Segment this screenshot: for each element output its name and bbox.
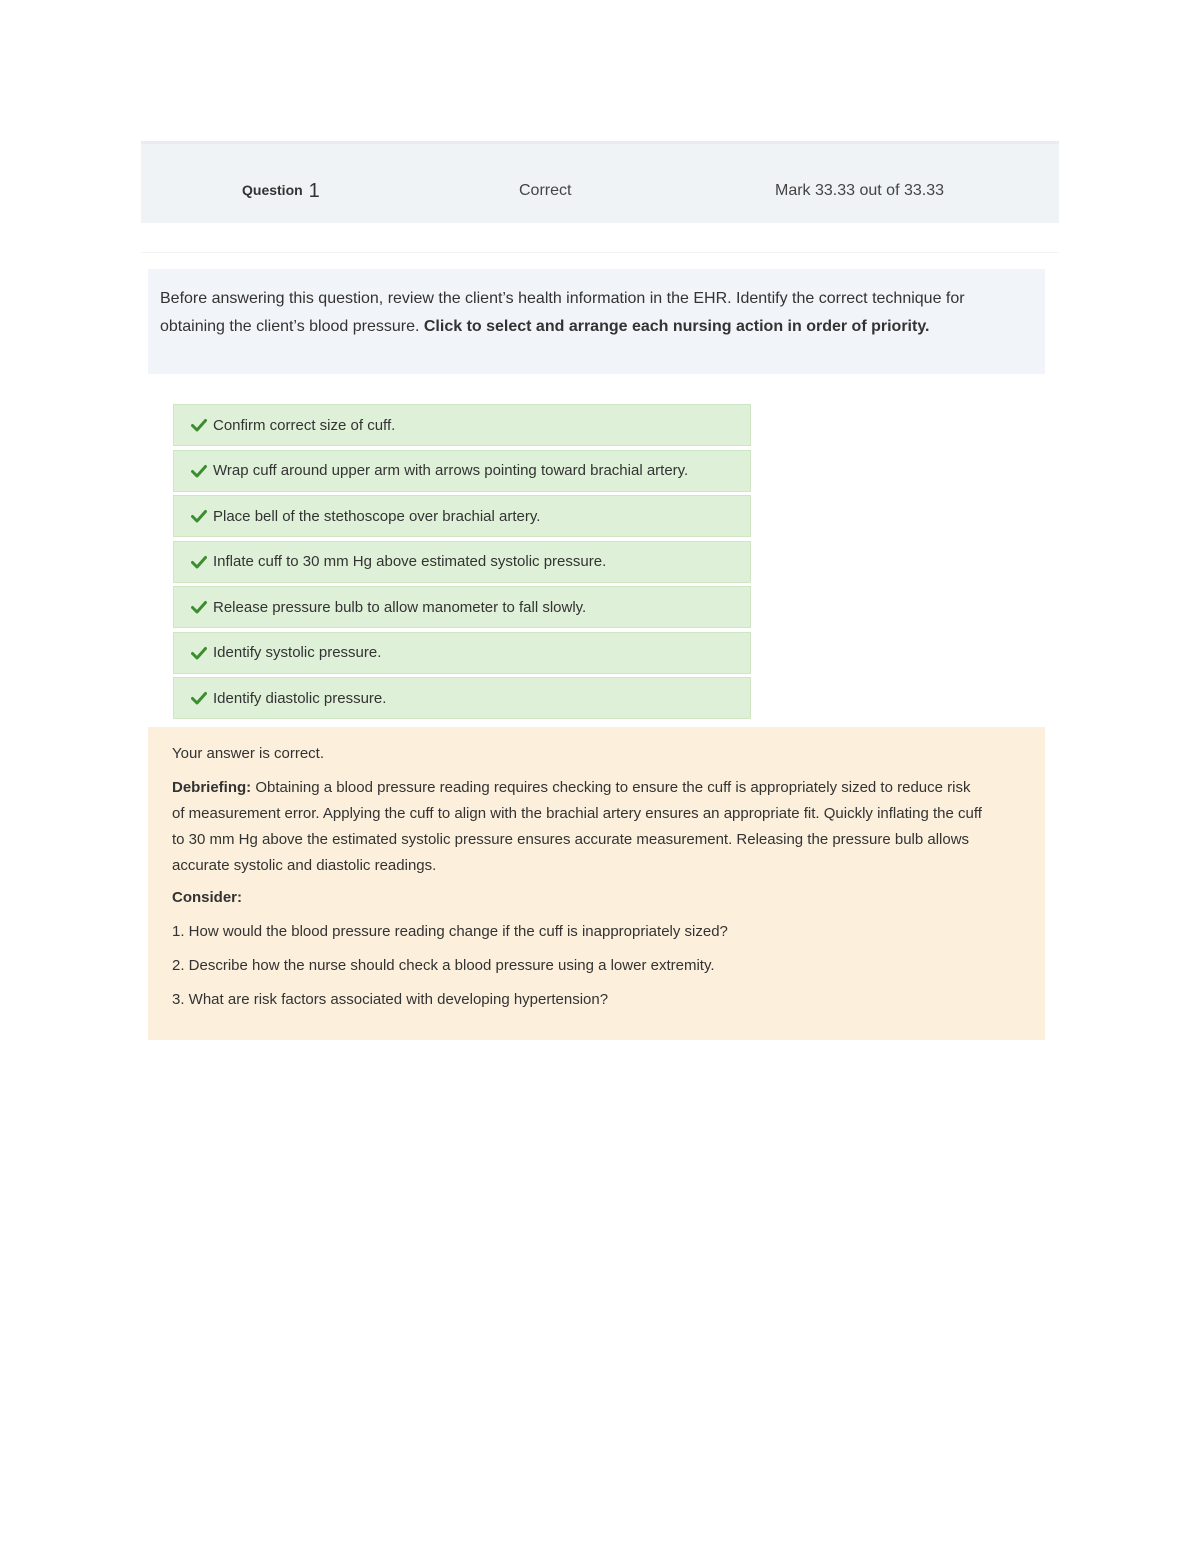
consider-item: 2. Describe how the nurse should check a blood pressure using a lower extremity. [172, 957, 715, 974]
question-prompt: Before answering this question, review the client’s health information in the EHR. Identify the correct technique for obtaining the client’s blood pressure. [160, 290, 965, 335]
question-label: Question [242, 182, 303, 198]
check-icon [191, 418, 207, 432]
answer-item[interactable] [173, 450, 751, 492]
check-icon [191, 464, 207, 478]
consider-item: 1. How would the blood pressure reading change if the cuff is inappropriately sized? [172, 923, 728, 940]
answer-label: Inflate cuff to 30 mm Hg above estimated systolic pressure. [213, 553, 607, 570]
answer-item[interactable] [173, 677, 751, 719]
question-info-bar [141, 141, 1059, 223]
feedback-panel [148, 727, 1045, 1040]
check-icon [191, 509, 207, 523]
answer-item[interactable] [173, 586, 751, 628]
feedback-result: Your answer is correct. [172, 745, 325, 762]
question-grade: Mark 33.33 out of 33.33 [775, 182, 944, 199]
question-text [148, 269, 1045, 374]
answer-label: Place bell of the stethoscope over brachial artery. [213, 507, 541, 525]
check-icon [191, 691, 207, 705]
answer-item[interactable] [173, 495, 751, 537]
question-number-value: 1 [308, 180, 320, 202]
consider-heading: Consider: [172, 889, 243, 906]
debriefing-text [172, 775, 982, 879]
consider-item: 3. What are risk factors associated with developing hypertension? [172, 991, 609, 1008]
answer-label: Release pressure bulb to allow manometer to fall slowly. [213, 598, 587, 616]
check-icon [191, 555, 207, 569]
divider [141, 252, 1059, 253]
debriefing-label: Debriefing: [172, 779, 252, 796]
question-number [242, 178, 320, 201]
answer-label: Wrap cuff around upper arm with arrows pointing toward brachial artery. [213, 462, 689, 479]
answer-label: Identify diastolic pressure. [213, 689, 387, 707]
answer-item[interactable] [173, 541, 751, 583]
answer-label: Identify systolic pressure. [213, 644, 382, 661]
debriefing-body: Obtaining a blood pressure reading requires checking to ensure the cuff is appropriately sized to reduce risk of measurement error. Applying the cuff to align with the brachial artery ensures an appropriate fit. Quickly inflating the cuff to 30 mm Hg above the estimated systolic pressure ensures accurate measurement. Releasing the pressure bulb allows accurate systolic and diastolic readings. [172, 779, 982, 874]
question-state: Correct [519, 182, 572, 199]
check-icon [191, 600, 207, 614]
ordered-answer-list [173, 404, 751, 723]
answer-item[interactable] [173, 632, 751, 674]
answer-item[interactable] [173, 404, 751, 446]
check-icon [191, 646, 207, 660]
answer-label: Confirm correct size of cuff. [213, 416, 396, 434]
question-instruction: Click to select and arrange each nursing action in order of priority. [423, 318, 930, 335]
